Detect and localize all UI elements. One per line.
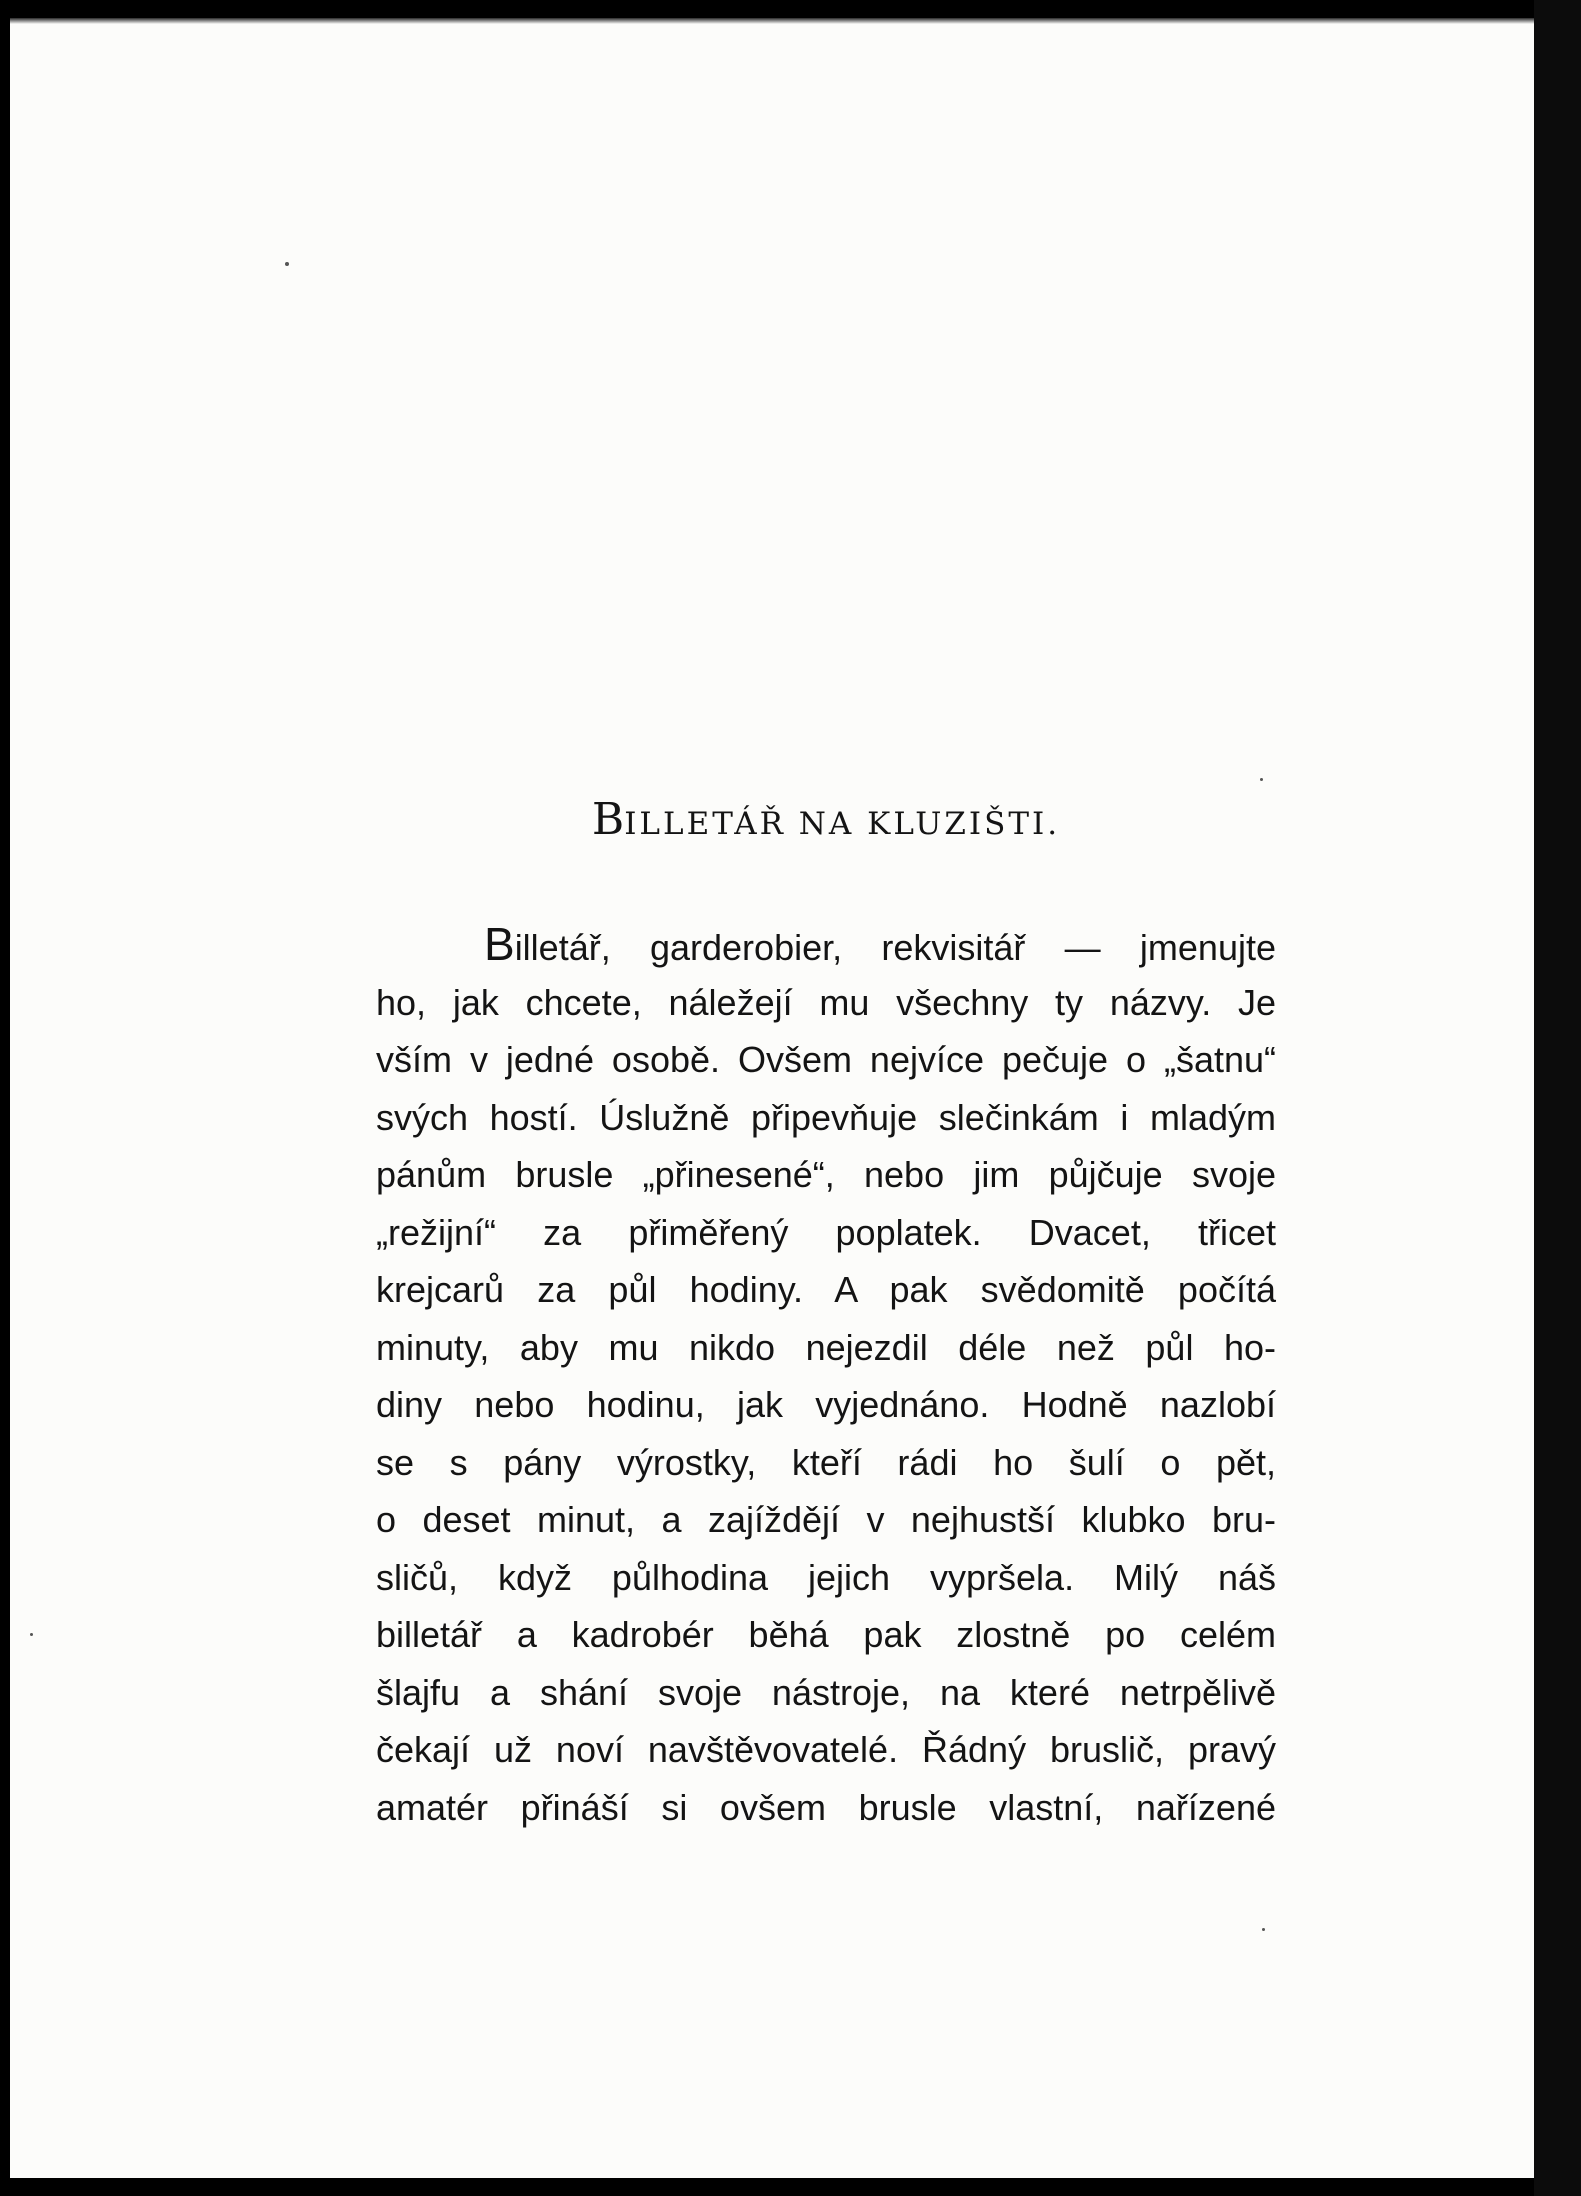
- paragraph-line: vším v jedné osobě. Ovšem nejvíce pečuje o „šatnu“: [376, 1039, 1276, 1080]
- paragraph-line: billetář a kadrobér běhá pak zlostně po celém: [376, 1614, 1276, 1655]
- scan-speck: [30, 1633, 33, 1636]
- paragraph-line: pánům brusle „přinesené“, nebo jim půjčuje svoje: [376, 1154, 1276, 1195]
- paragraph-line: svých hostí. Úslužně připevňuje slečinkám i mladým: [376, 1096, 1276, 1138]
- book-page: [10, 18, 1534, 2178]
- chapter-heading-text: ILLETÁŘ NA KLUZIŠTI.: [624, 806, 1061, 842]
- paragraph-line: amatér přináší si ovšem brusle vlastní, nařízené: [376, 1786, 1276, 1828]
- paragraph-line-text: illetář, garderobier, rekvisitář — jmenujte: [514, 927, 1276, 968]
- paragraph-line: „režijní“ za přiměřený poplatek. Dvacet, třicet: [376, 1211, 1276, 1253]
- paragraph-line: ho, jak chcete, náležejí mu všechny ty názvy. Je: [376, 981, 1276, 1023]
- paragraph-line: šlajfu a shání svoje nástroje, na které netrpělivě: [376, 1671, 1276, 1713]
- paragraph-line: minuty, aby mu nikdo nejezdil déle než půl ho-: [376, 1326, 1276, 1368]
- paragraph-initial: B: [484, 918, 515, 970]
- paragraph-line: sličů, když půlhodina jejich vypršela. Milý náš: [376, 1556, 1276, 1598]
- paragraph-line: diny nebo hodinu, jak vyjednáno. Hodně nazlobí: [376, 1384, 1276, 1425]
- scan-speck: [1262, 1928, 1265, 1931]
- paragraph-line: o deset minut, a zajíždějí v nejhustší klubko bru-: [376, 1499, 1276, 1540]
- paragraph-line: čekají už noví navštěvovatelé. Řádný bruslič, pravý: [376, 1729, 1276, 1770]
- paragraph-line: [376, 916, 1276, 974]
- chapter-heading: [376, 794, 1276, 845]
- text-block: [376, 794, 1276, 1836]
- scan-top-shadow: [10, 18, 1534, 24]
- paragraph-line: se s pány výrostky, kteří rádi ho šulí o pět,: [376, 1441, 1276, 1483]
- scan-speck: [1260, 778, 1263, 781]
- scan-speck: [285, 262, 289, 266]
- paragraph-line: krejcarů za půl hodiny. A pak svědomitě počítá: [376, 1269, 1276, 1310]
- chapter-heading-initial: B: [591, 794, 625, 845]
- scan-right-edge: [1534, 0, 1581, 2196]
